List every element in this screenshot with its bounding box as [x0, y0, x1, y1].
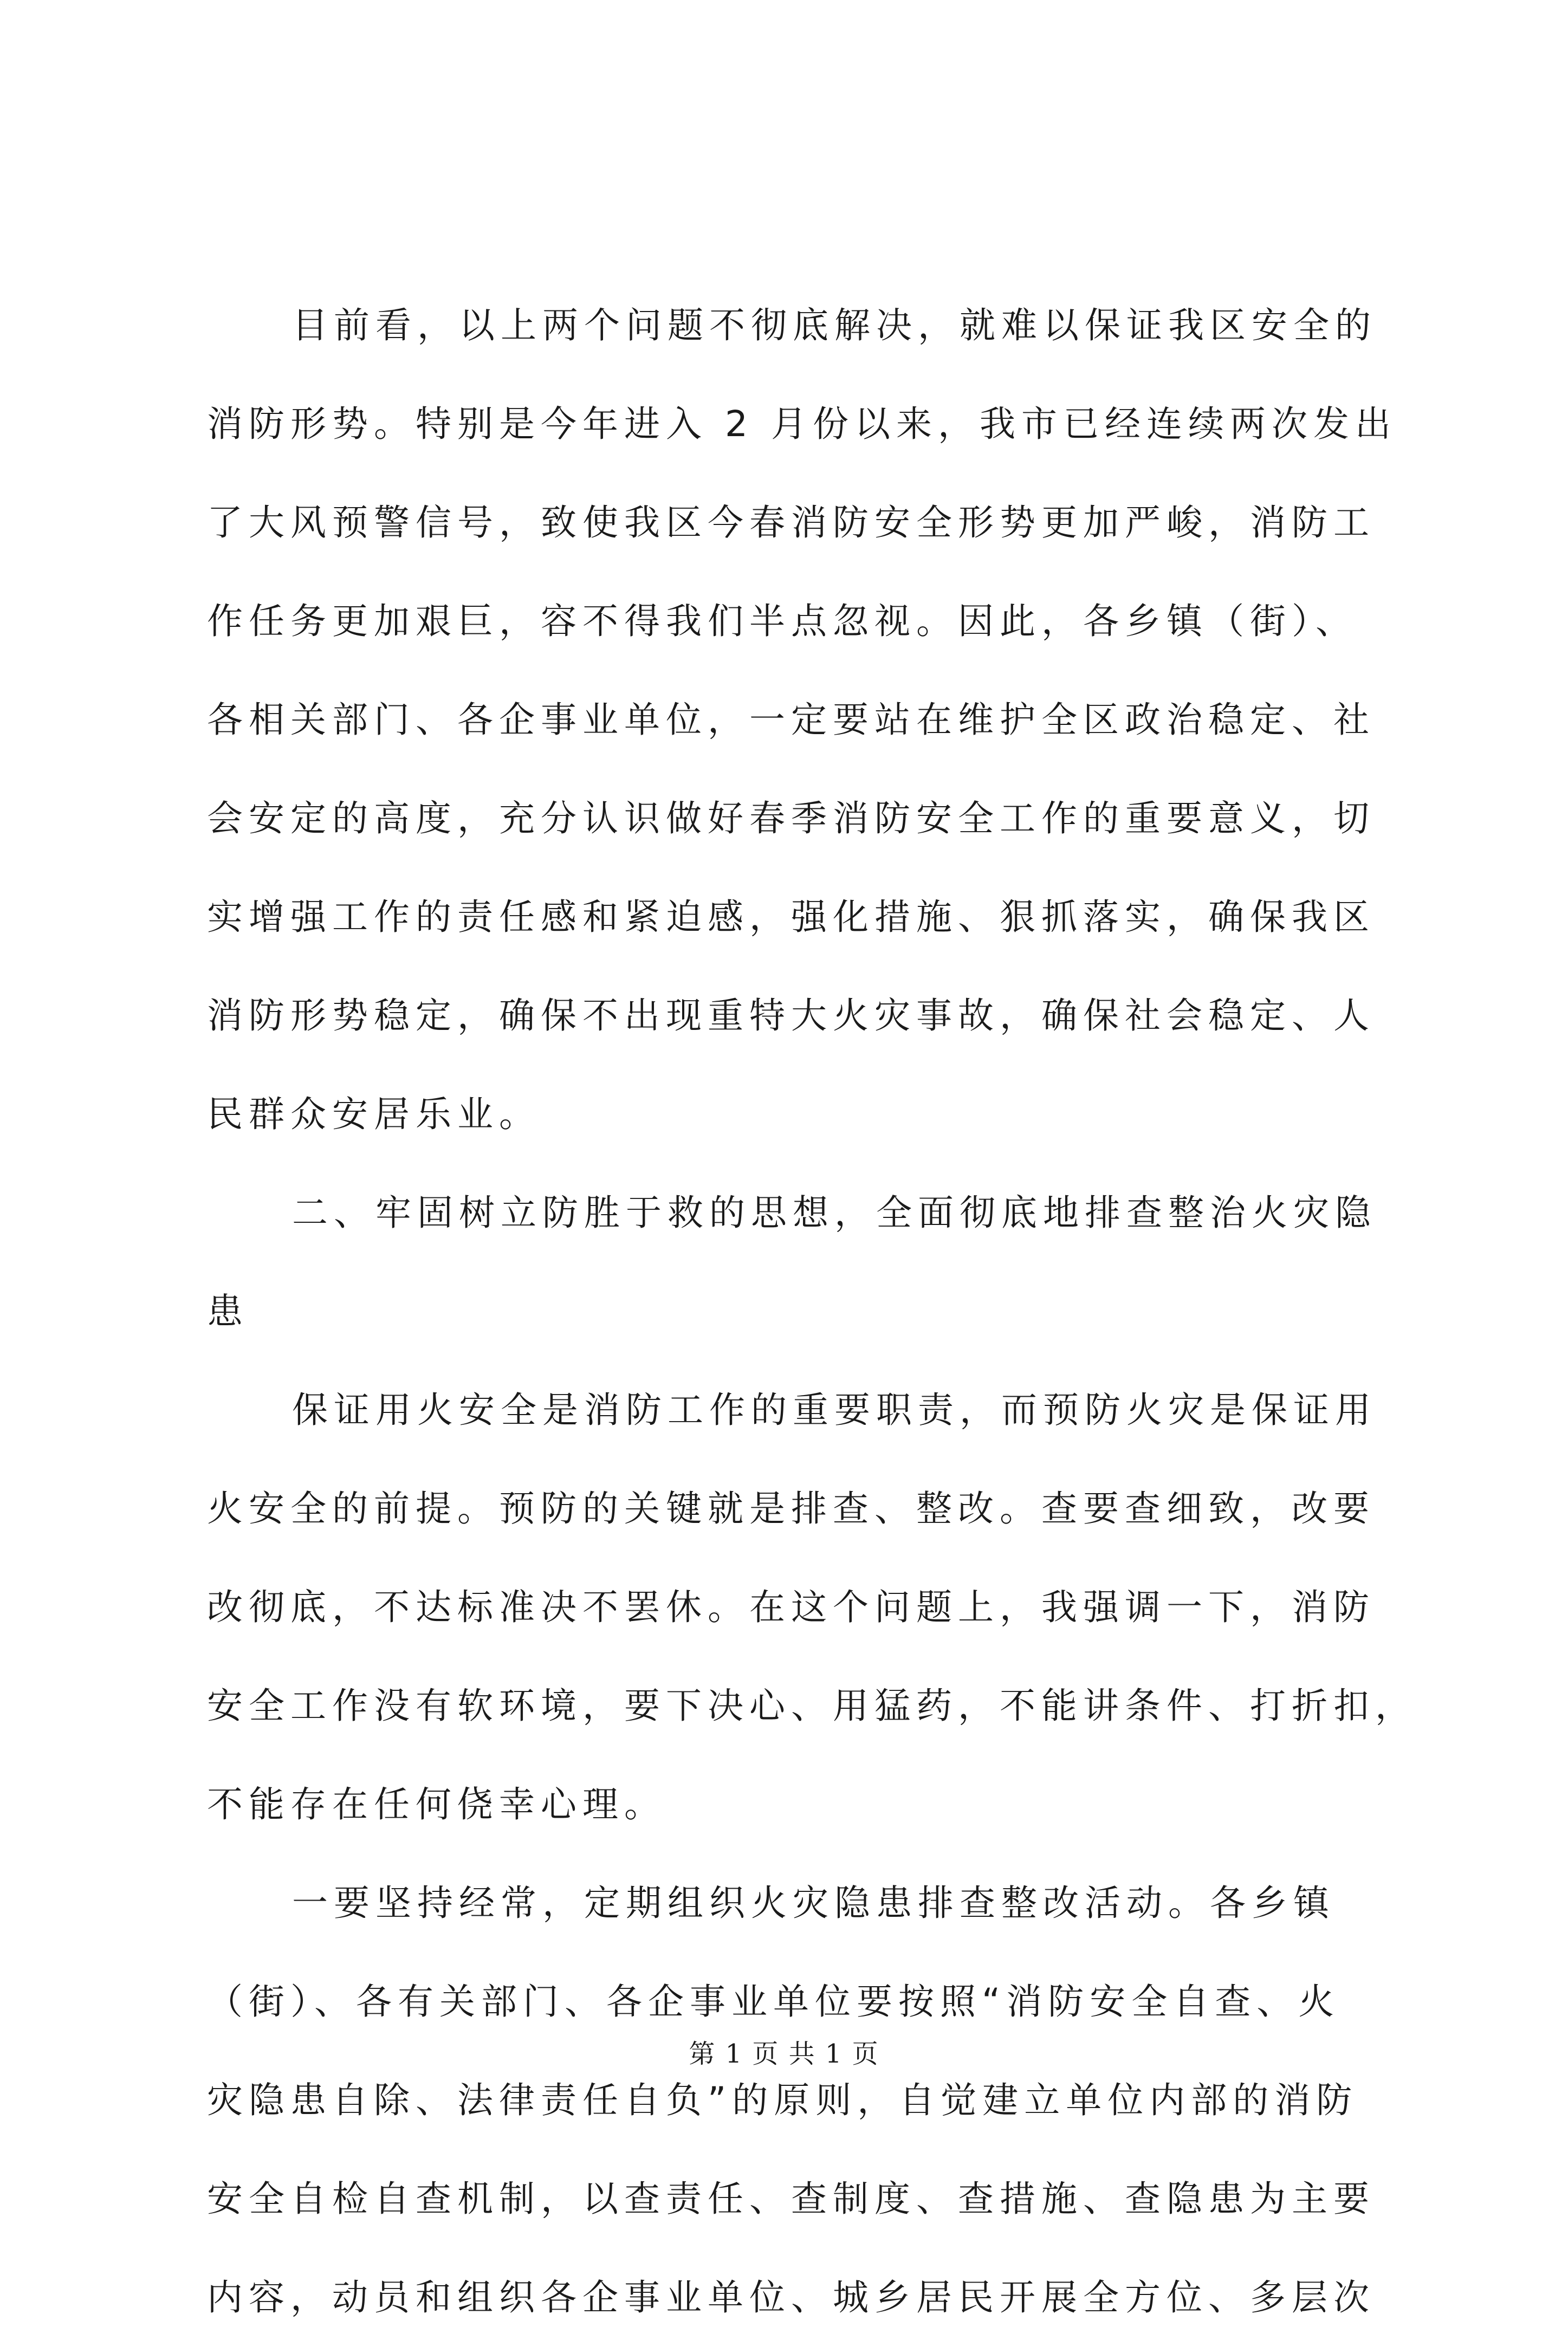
text-line: 各相关部门、各企事业单位，一定要站在维护全区政治稳定、社 — [207, 699, 1375, 741]
text-line: 实增强工作的责任感和紧迫感，强化措施、狠抓落实，确保我区 — [207, 896, 1375, 938]
text-line: 安全工作没有软环境，要下决心、用猛药，不能讲条件、打折扣， — [207, 1685, 1417, 1727]
text-line: 不能存在任何侥幸心理。 — [207, 1784, 666, 1825]
paragraph-1 — [207, 276, 1397, 1164]
paragraph-3 — [207, 1854, 1375, 2347]
text-line: 一要坚持经常，定期组织火灾隐患排查整改活动。各乡镇 — [292, 1882, 1335, 1924]
heading-line: 患 — [207, 1291, 249, 1332]
text-line: 目前看，以上两个问题不彻底解决，就难以保证我区安全的 — [292, 304, 1377, 346]
text-line: 火安全的前提。预防的关键就是排查、整改。查要查细致，改要 — [207, 1488, 1375, 1529]
text-line: 了大风预警信号，致使我区今春消防安全形势更加严峻，消防工 — [207, 502, 1375, 543]
text-line: 内容，动员和组织各企事业单位、城乡居民开展全方位、多层次 — [207, 2277, 1375, 2318]
paragraph-2 — [207, 1361, 1417, 1854]
text-line: （街）、各有关部门、各企事业单位要按照“消防安全自查、火 — [207, 1981, 1340, 2022]
page-number-label: 第 1 页 共 1 页 — [689, 2039, 879, 2069]
page-footer — [0, 2033, 1568, 2070]
text-line: 作任务更加艰巨，容不得我们半点忽视。因此，各乡镇（街）、 — [207, 600, 1357, 642]
section-heading-2 — [207, 1164, 1377, 1361]
text-line: 安全自检自查机制，以查责任、查制度、查措施、查隐患为主要 — [207, 2178, 1375, 2220]
text-line: 会安定的高度，充分认识做好春季消防安全工作的重要意义，切 — [207, 798, 1375, 839]
text-line: 消防形势稳定，确保不出现重特大火灾事故，确保社会稳定、人 — [207, 995, 1375, 1036]
text-line: 民群众安居乐业。 — [207, 1093, 541, 1135]
text-line: 消防形势。特别是今年进入 2 月份以来，我市已经连续两次发出 — [207, 403, 1397, 445]
text-line: 保证用火安全是消防工作的重要职责，而预防火灾是保证用 — [292, 1389, 1377, 1431]
text-line: 灾隐患自除、法律责任自负”的原则，自觉建立单位内部的消防 — [207, 2079, 1358, 2121]
heading-line: 二、牢固树立防胜于救的思想，全面彻底地排查整治火灾隐 — [292, 1192, 1377, 1234]
text-line: 改彻底，不达标准决不罢休。在这个问题上，我强调一下，消防 — [207, 1586, 1375, 1628]
